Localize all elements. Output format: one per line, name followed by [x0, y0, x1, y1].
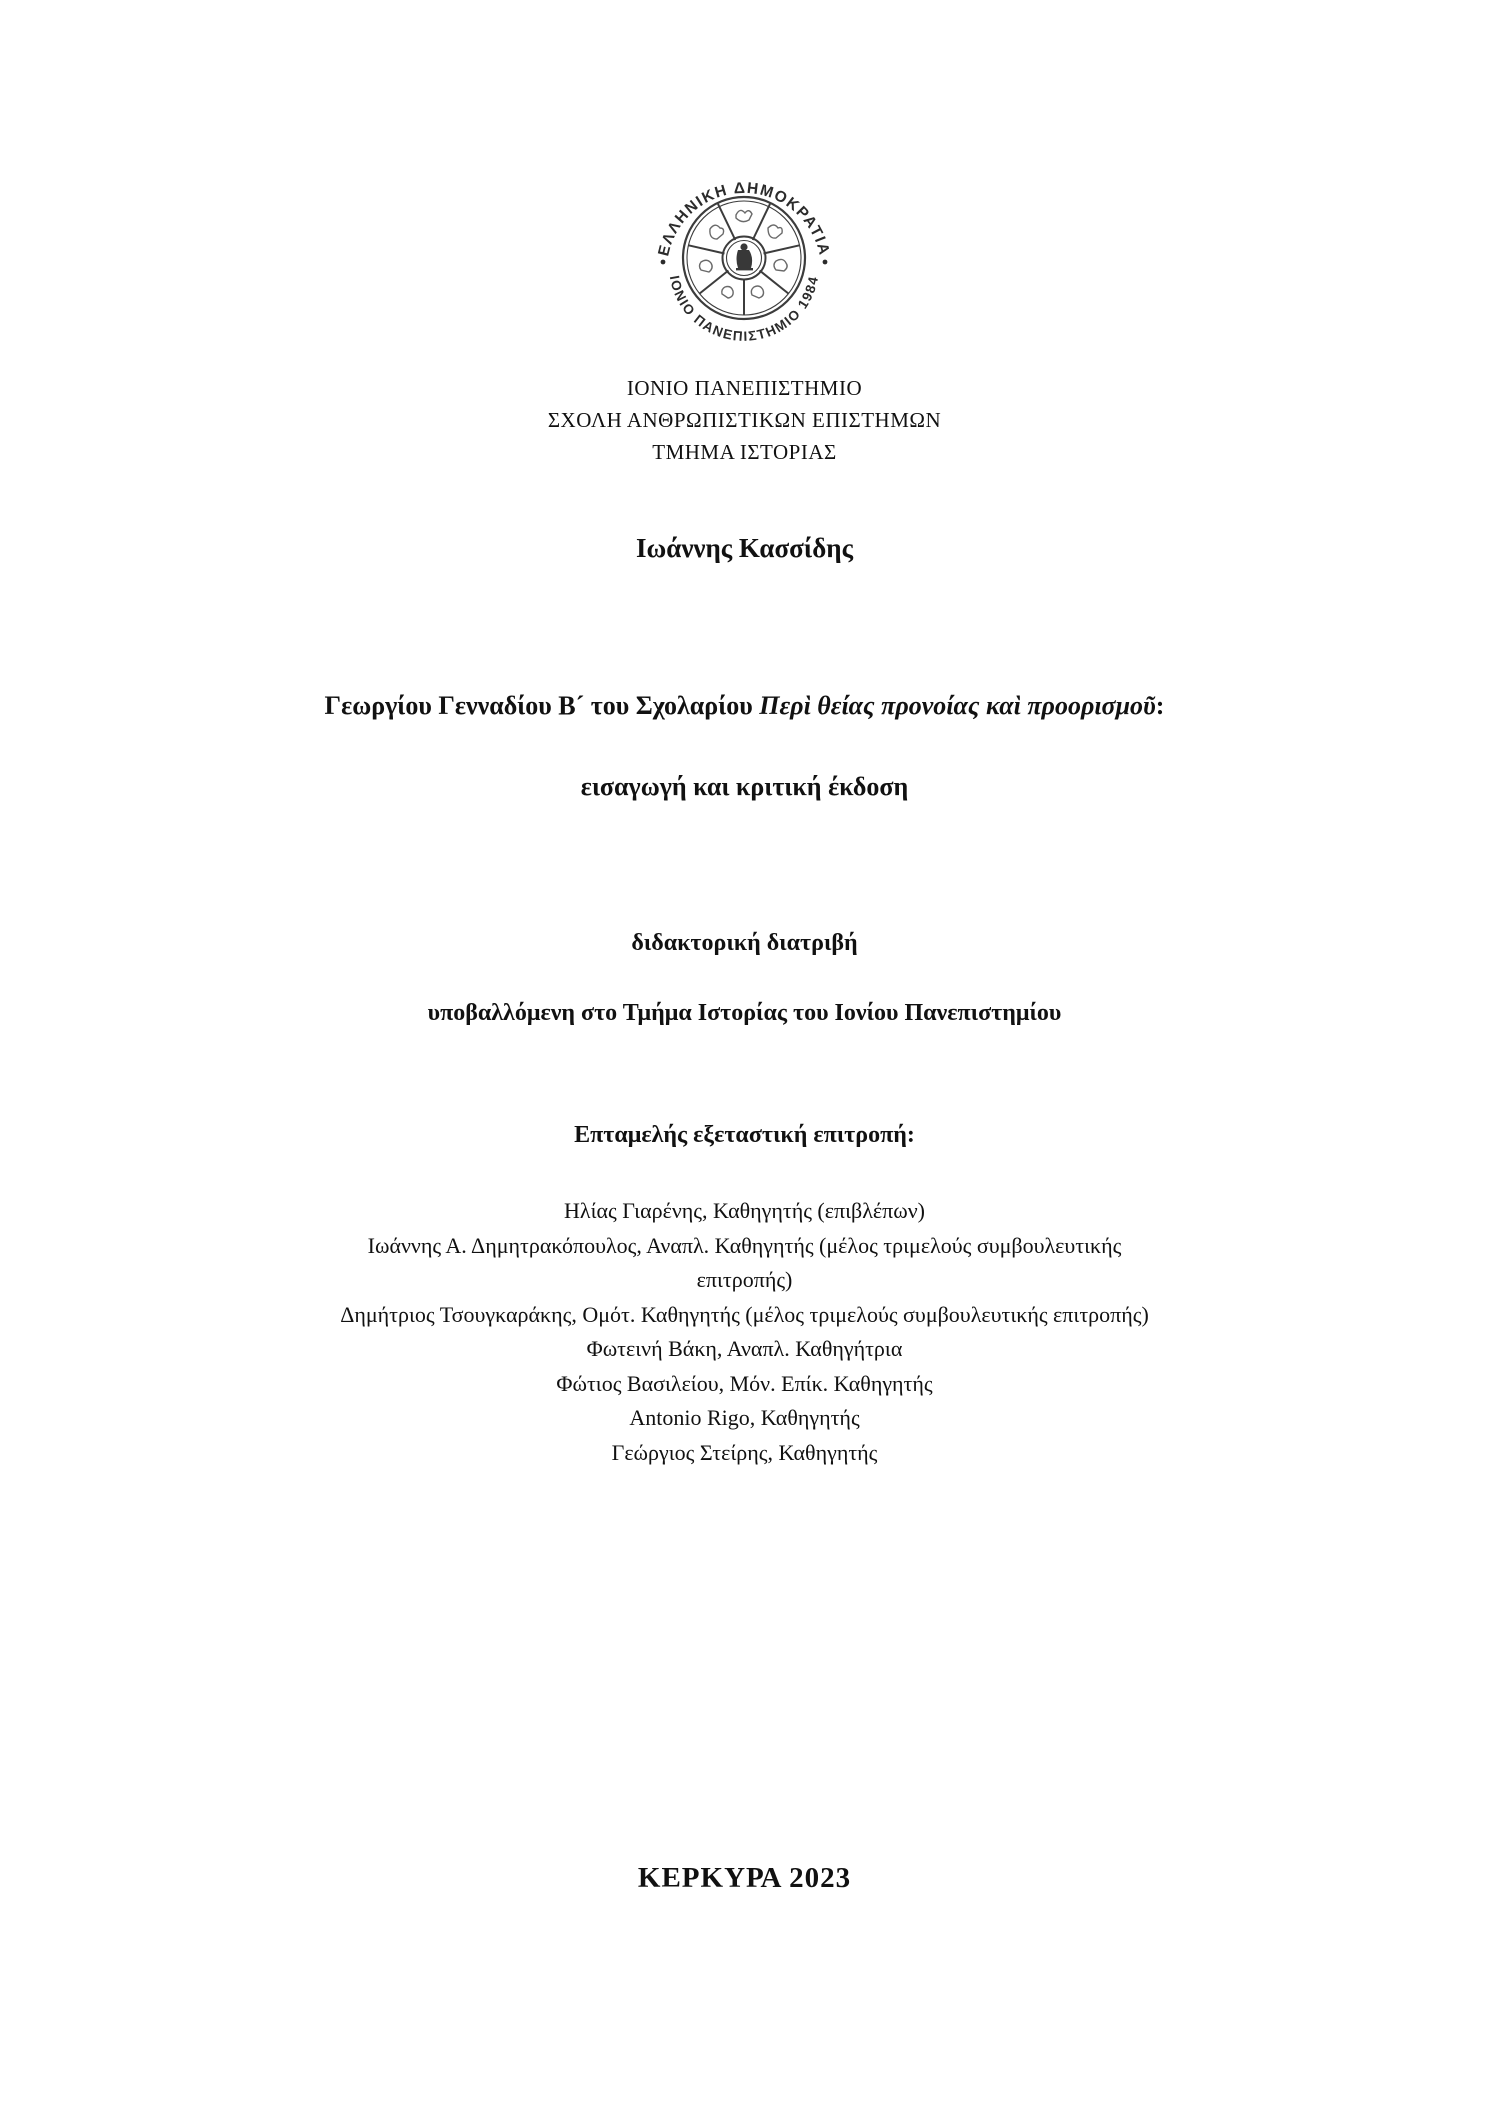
seal-top-arc-text: ΕΛΛΗΝΙΚΗ ΔΗΜΟΚΡΑΤΙΑ: [655, 179, 833, 258]
committee-member: Φωτεινή Βάκη, Αναπλ. Καθηγήτρια: [586, 1336, 903, 1361]
thesis-title-work: Περὶ θείας προνοίας καὶ προορισμοῦ: [759, 691, 1156, 720]
thesis-title-line1: [0, 691, 1489, 721]
committee-member: Ηλίας Γιαρένης, Καθηγητής (επιβλέπων): [564, 1198, 925, 1223]
committee-member: Φώτιος Βασιλείου, Μόν. Επίκ. Καθηγητής: [556, 1370, 933, 1396]
thesis-title-colon: :: [1155, 691, 1165, 720]
place-and-year: ΚΕΡΚΥΡΑ 2023: [637, 1862, 852, 1894]
committee-heading: Επταμελής εξεταστική επιτροπή:: [574, 1122, 915, 1148]
committee-member: Antonio Rigo, Καθηγητής: [629, 1405, 860, 1430]
thesis-type: διδακτορική διατριβή: [631, 930, 858, 956]
committee-member: Δημήτριος Τσουγκαράκης, Ομότ. Καθηγητής (μέλος τριμελούς συμβουλευτικής επιτροπής): [340, 1301, 1149, 1327]
seal-bottom-arc-text: ΙΟΝΙΟ ΠΑΝΕΠΙΣΤΗΜΙΟ 1984: [666, 274, 822, 344]
school-name: ΣΧΟΛΗ ΑΝΘΡΩΠΙΣΤΙΚΩΝ ΕΠΙΣΤΗΜΩΝ: [547, 408, 942, 432]
committee-member: Γεώργιος Στείρης, Καθηγητής: [611, 1439, 878, 1465]
committee-member: Ιωάννης Α. Δημητρακόπουλος, Αναπλ. Καθηγητής (μέλος τριμελούς συμβουλευτικής: [367, 1232, 1122, 1258]
university-name: ΙΟΝΙΟ ΠΑΝΕΠΙΣΤΗΜΙΟ: [626, 376, 863, 400]
institution-block: [0, 372, 1489, 468]
thesis-title-line2: εισαγωγή και κριτική έκδοση: [580, 772, 909, 801]
thesis-submission: υποβαλλόμενη στο Τμήμα Ιστορίας του Ιονίου Πανεπιστημίου: [427, 1000, 1062, 1026]
department-name: ΤΜΗΜΑ ΙΣΤΟΡΙΑΣ: [652, 440, 837, 464]
committee-member-wrap: επιτροπής): [696, 1267, 793, 1292]
committee-list: [0, 1194, 1489, 1470]
thesis-title-main: Γεωργίου Γενναδίου Β´ του Σχολαρίου: [324, 691, 760, 720]
university-seal-icon: [644, 158, 844, 358]
author-name: Ιωάννης Κασσίδης: [636, 533, 853, 563]
